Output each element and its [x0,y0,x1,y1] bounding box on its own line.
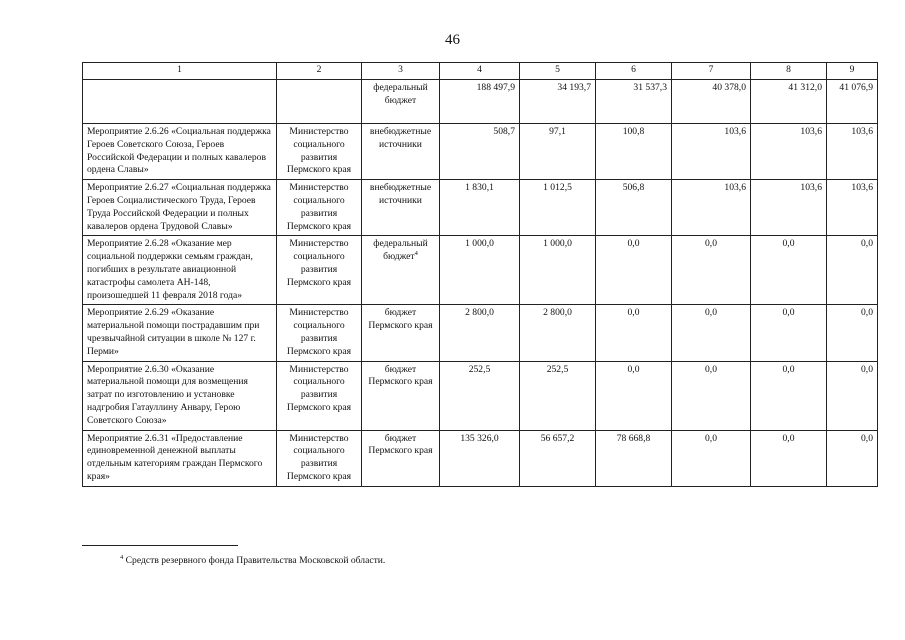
funding-source-text: бюджет Пермского края [368,307,433,332]
event-cell: Мероприятие 2.6.26 «Социальная поддержка Героев Советского Союза, Героев Российской Федерации и полных кавалеров ордена Славы» [83,124,277,180]
column-number: 8 [751,63,827,80]
column-number: 4 [440,63,520,80]
column-number: 7 [672,63,751,80]
event-cell: Мероприятие 2.6.27 «Социальная поддержка Героев Социалистического Труда, Героев Труда Российской Федерации и полных кавалеров ордена Трудовой Славы» [83,180,277,236]
footnote-mark: 4 [414,249,418,257]
column-number: 2 [277,63,362,80]
budget-table [82,62,878,487]
value-cell: 0,0 [827,236,878,305]
executor-cell: Министерство социального развития Пермского края [277,236,362,305]
funding-source-text: внебюджетные источники [369,182,432,206]
value-cell: 103,6 [827,124,878,180]
table-row [83,305,878,361]
value-cell: 1 830,1 [440,180,520,236]
value-cell: 0,0 [672,430,751,486]
footnote-mark: 4 [120,553,124,561]
value-cell: 41 312,0 [751,80,827,124]
value-cell: 252,5 [440,361,520,430]
value-cell: 1 000,0 [440,236,520,305]
value-cell: 1 012,5 [520,180,596,236]
footnote-divider [82,545,238,546]
event-cell [83,80,277,124]
value-cell: 0,0 [672,236,751,305]
funding-source-cell [362,430,440,486]
value-cell: 97,1 [520,124,596,180]
value-cell: 0,0 [827,305,878,361]
funding-source-cell [362,361,440,430]
value-cell: 34 193,7 [520,80,596,124]
event-cell: Мероприятие 2.6.31 «Предоставление единовременной денежной выплаты отдельным категориям граждан Пермского края» [83,430,277,486]
table-row [83,180,878,236]
table-row [83,124,878,180]
continuation-row [83,80,878,124]
column-number-row [83,63,878,80]
funding-source-cell [362,236,440,305]
event-cell: Мероприятие 2.6.29 «Оказание материальной помощи пострадавшим при чрезвычайной ситуации в школе № 127 г. Перми» [83,305,277,361]
table-row [83,430,878,486]
value-cell: 0,0 [751,361,827,430]
value-cell: 103,6 [827,180,878,236]
value-cell: 252,5 [520,361,596,430]
value-cell: 103,6 [751,180,827,236]
value-cell: 0,0 [751,236,827,305]
executor-cell: Министерство социального развития Пермского края [277,361,362,430]
event-cell: Мероприятие 2.6.28 «Оказание мер социальной поддержки семьям граждан, погибших в результате авиационной катастрофы самолета АН-148, произошедшей 11 февраля 2018 года» [83,236,277,305]
value-cell: 506,8 [596,180,672,236]
funding-source-text: внебюджетные источники [369,126,432,150]
value-cell: 135 326,0 [440,430,520,486]
executor-cell [277,80,362,124]
column-number: 6 [596,63,672,80]
page-number: 46 [445,32,460,48]
value-cell: 0,0 [751,305,827,361]
value-cell: 78 668,8 [596,430,672,486]
column-number: 5 [520,63,596,80]
column-number: 9 [827,63,878,80]
value-cell: 103,6 [751,124,827,180]
footnote-text: Средств резервного фонда Правительства Московской области. [125,555,386,566]
value-cell: 0,0 [596,361,672,430]
executor-cell: Министерство социального развития Пермского края [277,430,362,486]
funding-source-cell [362,180,440,236]
column-number: 3 [362,63,440,80]
value-cell: 56 657,2 [520,430,596,486]
value-cell: 100,8 [596,124,672,180]
value-cell: 0,0 [596,305,672,361]
executor-cell: Министерство социального развития Пермского края [277,180,362,236]
value-cell: 508,7 [440,124,520,180]
funding-source-text: бюджет Пермского края [368,432,433,457]
executor-cell: Министерство социального развития Пермского края [277,124,362,180]
funding-source-cell: федеральный бюджет [362,80,440,124]
value-cell: 103,6 [672,124,751,180]
value-cell: 0,0 [751,430,827,486]
value-cell: 0,0 [596,236,672,305]
funding-source-cell [362,124,440,180]
value-cell: 188 497,9 [440,80,520,124]
column-number: 1 [83,63,277,80]
value-cell: 0,0 [672,305,751,361]
value-cell: 31 537,3 [596,80,672,124]
value-cell: 41 076,9 [827,80,878,124]
value-cell: 40 378,0 [672,80,751,124]
event-cell: Мероприятие 2.6.30 «Оказание материальной помощи для возмещения затрат по изготовлению и установке надгробия Гатауллину Анвару, Герою Советского Союза» [83,361,277,430]
table-row [83,236,878,305]
value-cell: 2 800,0 [520,305,596,361]
table-row [83,361,878,430]
footnote [120,555,385,566]
funding-source-text: бюджет Пермского края [368,363,433,388]
funding-source-cell [362,305,440,361]
value-cell: 0,0 [672,361,751,430]
value-cell: 0,0 [827,430,878,486]
executor-cell: Министерство социального развития Пермского края [277,305,362,361]
value-cell: 1 000,0 [520,236,596,305]
value-cell: 103,6 [672,180,751,236]
funding-source-text: федеральный бюджет [373,238,428,263]
value-cell: 2 800,0 [440,305,520,361]
value-cell: 0,0 [827,361,878,430]
